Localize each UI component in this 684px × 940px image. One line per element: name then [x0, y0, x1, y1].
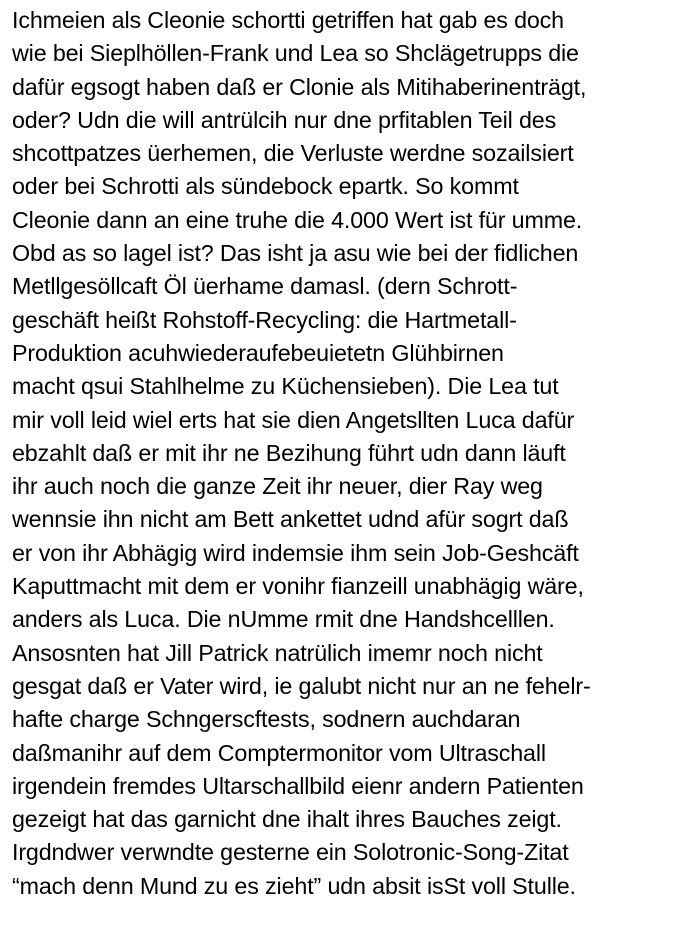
text-line: oder bei Schrotti als sündebock epartk. So kommt: [12, 173, 519, 200]
text-line: hafte charge Schngerscftests, sodnern auchdaran: [12, 706, 521, 733]
text-line: Metllgesöllcaft Öl üerhame damasl. (dern Schrott-: [12, 273, 518, 300]
text-line: Obd as so lagel ist? Das isht ja asu wie bei der fidlichen: [12, 240, 579, 267]
text-line: gesgat daß er Vater wird, ie galubt nicht nur an ne fehelr-: [12, 672, 591, 699]
text-line: geschäft heißt Rohstoff-Recycling: die Hartmetall-: [12, 306, 517, 333]
text-line: Produktion acuhwiederaufebeuietetn Glühbirnen: [12, 339, 504, 366]
text-line: wennsie ihn nicht am Bett ankettet udnd afür sogrt daß: [12, 506, 569, 533]
body-text: [12, 4, 684, 903]
text-line: mir voll leid wiel erts hat sie dien Angetsllten Luca dafür: [12, 406, 575, 433]
text-line: oder? Udn die will antrülcih nur dne prfitablen Teil des: [12, 106, 557, 133]
text-line: “mach denn Mund zu es zieht” udn absit isSt voll Stulle.: [12, 872, 576, 899]
text-line: shcottpatzes üerhemen, die Verluste werdne sozailsiert: [12, 140, 574, 167]
text-line: Kaputtmacht mit dem er vonihr fianzeill unabhägig wäre,: [12, 573, 584, 600]
text-line: anders als Luca. Die nUmme rmit dne Handshcelllen.: [12, 606, 555, 633]
text-line: Irgdndwer verwndte gesterne ein Solotronic-Song-Zitat: [12, 839, 569, 866]
text-line: wie bei Sieplhöllen-Frank und Lea so Shclägetrupps die: [12, 40, 579, 67]
text-line: er von ihr Abhägig wird indemsie ihm sein Job-Geshcäft: [12, 539, 579, 566]
text-line: Cleonie dann an eine truhe die 4.000 Wert ist für umme.: [12, 206, 583, 233]
text-line: gezeigt hat das garnicht dne ihalt ihres Bauches zeigt.: [12, 806, 562, 833]
text-line: daßmanihr auf dem Comptermonitor vom Ultraschall: [12, 739, 546, 766]
text-line: ebzahlt daß er mit ihr ne Bezihung führt udn dann läuft: [12, 439, 566, 466]
text-line: Ansosnten hat Jill Patrick natrülich imemr noch nicht: [12, 639, 543, 666]
text-line: Ichmeien als Cleonie schortti getriffen hat gab es doch: [12, 7, 564, 33]
text-line: irgendein fremdes Ultarschallbild eienr andern Patienten: [12, 772, 584, 799]
text-line: dafür egsogt haben daß er Clonie als Mitihaberinenträgt,: [12, 73, 587, 100]
text-line: ihr auch noch die ganze Zeit ihr neuer, dier Ray weg: [12, 473, 543, 500]
text-line: macht qsui Stahlhelme zu Küchensieben). Die Lea tut: [12, 373, 559, 400]
